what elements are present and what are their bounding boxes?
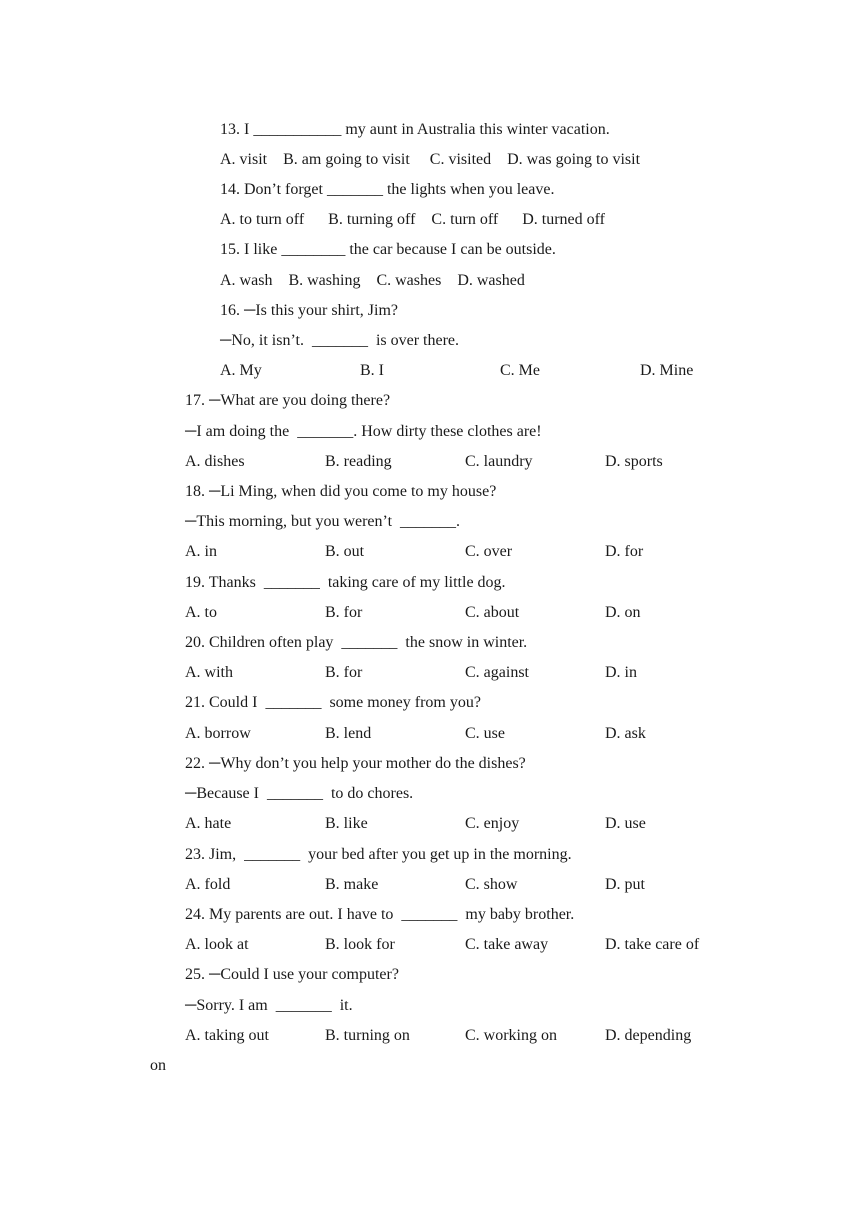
question-25-option-d: D. depending (605, 1027, 692, 1044)
question-17-line2: ─I am doing the _______. How dirty these clothes are! (185, 423, 542, 440)
question-14-stem: 14. Don’t forget _______ the lights when you leave. (220, 181, 555, 198)
question-25-option-b: B. turning on (325, 1027, 410, 1044)
question-18-line1: 18. ─Li Ming, when did you come to my house? (185, 483, 497, 500)
question-15-stem: 15. I like ________ the car because I can be outside. (220, 241, 556, 258)
question-17-option-c: C. laundry (465, 453, 533, 470)
question-20-option-d: D. in (605, 664, 637, 681)
question-25-option-d-continuation: on (150, 1057, 166, 1074)
question-16-line1: 16. ─Is this your shirt, Jim? (220, 302, 398, 319)
question-17-option-d: D. sports (605, 453, 663, 470)
question-16-option-c: C. Me (500, 362, 540, 379)
question-23-option-a: A. fold (185, 876, 231, 893)
question-16-option-b: B. I (360, 362, 384, 379)
question-20-option-c: C. against (465, 664, 529, 681)
question-23-line1: 23. Jim, _______ your bed after you get up in the morning. (185, 846, 572, 863)
question-24-option-b: B. look for (325, 936, 395, 953)
question-25-option-c: C. working on (465, 1027, 557, 1044)
question-22-option-b: B. like (325, 815, 368, 832)
question-19-option-d: D. on (605, 604, 641, 621)
question-13-options: A. visit B. am going to visit C. visited D. was going to visit (220, 151, 641, 168)
question-18-option-b: B. out (325, 543, 365, 560)
question-22-option-a: A. hate (185, 815, 232, 832)
question-22-option-c: C. enjoy (465, 815, 520, 832)
question-16-line2: ─No, it isn’t. _______ is over there. (220, 332, 460, 349)
question-24-option-d: D. take care of (605, 936, 700, 953)
question-17-option-b: B. reading (325, 453, 392, 470)
question-21-option-d: D. ask (605, 725, 646, 742)
question-20-line1: 20. Children often play _______ the snow in winter. (185, 634, 528, 651)
question-24-line1: 24. My parents are out. I have to _______ my baby brother. (185, 906, 575, 923)
question-19-line1: 19. Thanks _______ taking care of my little dog. (185, 574, 506, 591)
question-23-option-d: D. put (605, 876, 645, 893)
question-21-option-b: B. lend (325, 725, 372, 742)
question-24-option-c: C. take away (465, 936, 549, 953)
question-18-option-a: A. in (185, 543, 217, 560)
question-21-option-a: A. borrow (185, 725, 251, 742)
question-13-stem: 13. I ___________ my aunt in Australia this winter vacation. (220, 121, 610, 138)
question-16-option-d: D. Mine (640, 362, 694, 379)
question-22-line2: ─Because I _______ to do chores. (185, 785, 414, 802)
question-19-option-b: B. for (325, 604, 363, 621)
question-21-option-c: C. use (465, 725, 505, 742)
question-23-option-b: B. make (325, 876, 379, 893)
question-19-option-c: C. about (465, 604, 520, 621)
question-20-option-b: B. for (325, 664, 363, 681)
question-14-options: A. to turn off B. turning off C. turn off D. turned off (220, 211, 606, 228)
question-17-option-a: A. dishes (185, 453, 245, 470)
question-21-line1: 21. Could I _______ some money from you? (185, 694, 481, 711)
question-25-line1: 25. ─Could I use your computer? (185, 966, 399, 983)
question-17-line1: 17. ─What are you doing there? (185, 392, 391, 409)
question-23-option-c: C. show (465, 876, 518, 893)
question-18-line2: ─This morning, but you weren’t _______. (185, 513, 461, 530)
question-25-option-a: A. taking out (185, 1027, 269, 1044)
question-18-option-c: C. over (465, 543, 513, 560)
question-18-option-d: D. for (605, 543, 644, 560)
question-20-option-a: A. with (185, 664, 233, 681)
question-16-option-a: A. My (220, 362, 262, 379)
question-22-option-d: D. use (605, 815, 646, 832)
question-24-option-a: A. look at (185, 936, 249, 953)
question-25-line2: ─Sorry. I am _______ it. (185, 997, 353, 1014)
question-15-options: A. wash B. washing C. washes D. washed (220, 272, 525, 289)
question-19-option-a: A. to (185, 604, 217, 621)
question-22-line1: 22. ─Why don’t you help your mother do the dishes? (185, 755, 526, 772)
